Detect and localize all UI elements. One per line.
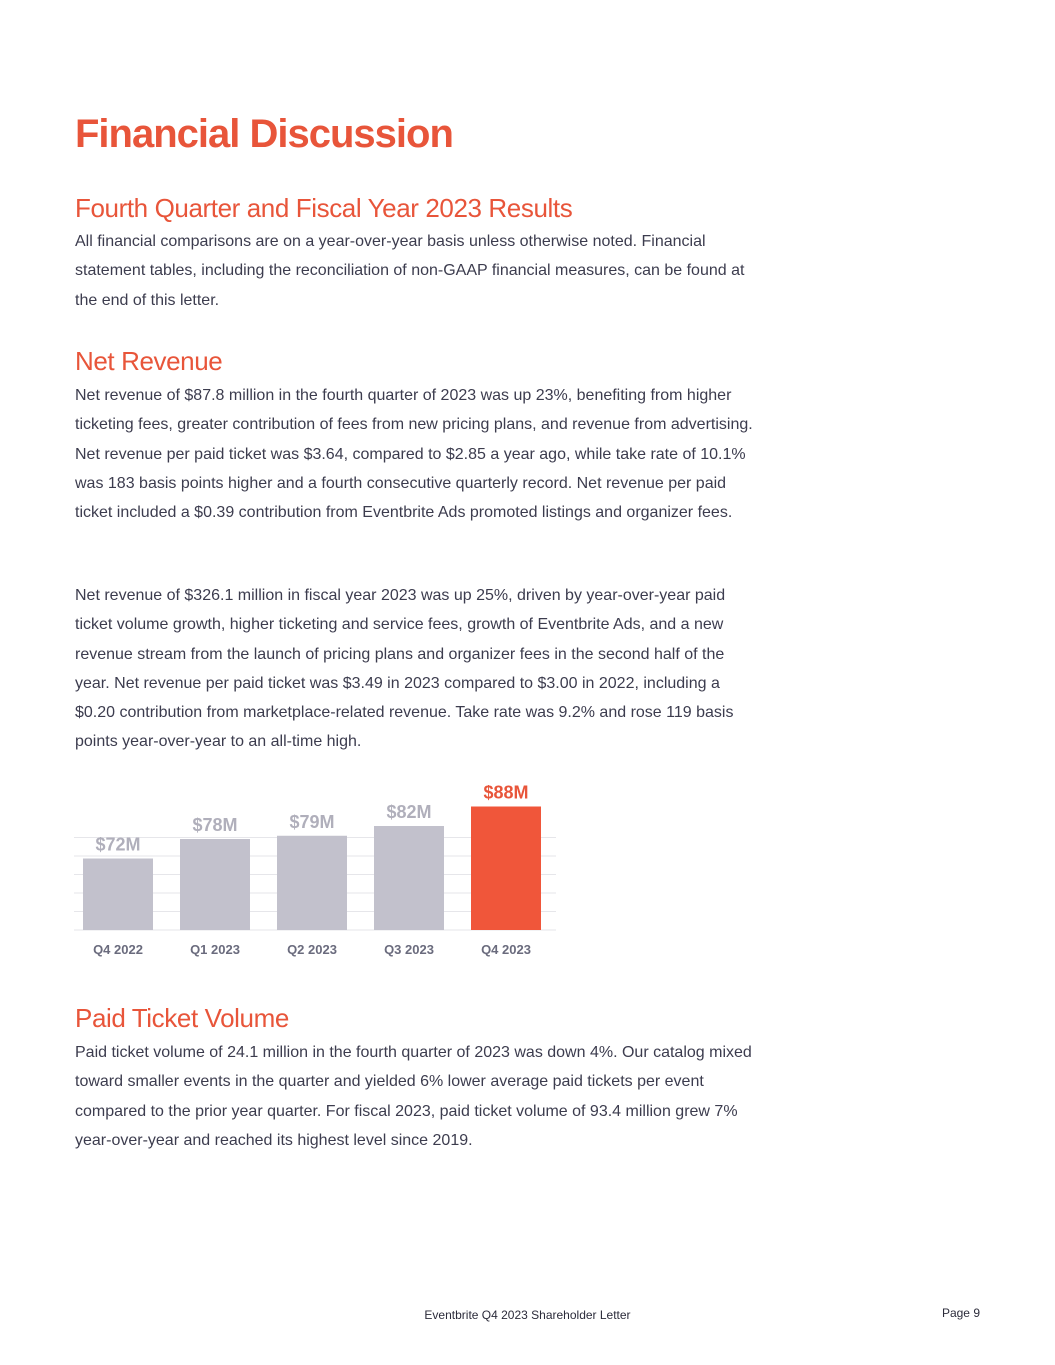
page-title: Financial Discussion: [75, 112, 453, 156]
paid-ticket-volume-heading: Paid Ticket Volume: [75, 1003, 289, 1033]
x-tick-label: Q3 2023: [384, 942, 434, 957]
bar-value-label: $72M: [95, 834, 141, 855]
paid-ticket-volume-paragraph: Paid ticket volume of 24.1 million in the fourth quarter of 2023 was down 4%. Our catalog mixed toward smaller events in the quarter and yielded 6% lower average paid tickets per event compared to the prior year quarter. For fiscal 2023, paid ticket volume of 93.4 million grew 7% year-over-year and reached its highest level since 2019.: [75, 1044, 752, 1149]
bar-q2-2023: [277, 836, 347, 930]
x-tick-label: Q4 2022: [93, 942, 143, 957]
bar-value-label: $82M: [386, 802, 432, 822]
bar-q1-2023: [180, 839, 250, 930]
footer-page-label: Page: [941, 1306, 970, 1320]
bar-value-label: $79M: [289, 811, 335, 832]
x-tick-label: Q4 2023: [481, 942, 531, 957]
x-tick-label: Q1 2023: [190, 942, 240, 957]
chart-x-tick-labels: [93, 942, 531, 957]
results-heading: Fourth Quarter and Fiscal Year 2023 Results: [75, 193, 573, 223]
bar-q4-2022: [83, 859, 153, 931]
net-revenue-bar-chart: [70, 780, 560, 970]
x-tick-label: Q2 2023: [287, 942, 337, 957]
footer-document-name: Eventbrite Q4 2023 Shareholder Letter: [424, 1308, 631, 1322]
net-revenue-heading: Net Revenue: [75, 346, 223, 376]
bar-value-label: $78M: [192, 815, 238, 835]
bar-q3-2023: [374, 826, 444, 930]
bar-value-label: $88M: [483, 782, 529, 803]
net-revenue-paragraph-1: Net revenue of $87.8 million in the fourth quarter of 2023 was up 23%, benefiting from higher ticketing fees, greater contribution of fees from new pricing plans, and revenue from advertising. Net revenue per paid ticket was $3.64, compared to $2.85 a year ago, while take rate of 10.1% was 183 basis points higher and a fourth consecutive quarterly record. Net revenue per paid ticket included a $0.39 contribution from Eventbrite Ads promoted listings and organizer fees.: [75, 387, 753, 522]
bar-q4-2023: [471, 807, 541, 931]
results-paragraph: All financial comparisons are on a year-over-year basis unless otherwise noted. Financial statement tables, including the reconciliation of non-GAAP financial measures, can be found at the end of this letter.: [75, 233, 745, 309]
footer-page-value: 9: [973, 1306, 980, 1320]
net-revenue-paragraph-2: Net revenue of $326.1 million in fiscal year 2023 was up 25%, driven by year-over-year paid ticket volume growth, higher ticketing and service fees, growth of Eventbrite Ads, and a new revenue stream from the launch of pricing plans and organizer fees in the second half of the year. Net revenue per paid ticket was $3.49 in 2023 compared to $3.00 in 2022, including a $0.20 contribution from marketplace-related revenue. Take rate was 9.2% and rose 119 basis points year-over-year to an all-time high.: [75, 587, 734, 751]
footer-page-number: [942, 1306, 980, 1320]
